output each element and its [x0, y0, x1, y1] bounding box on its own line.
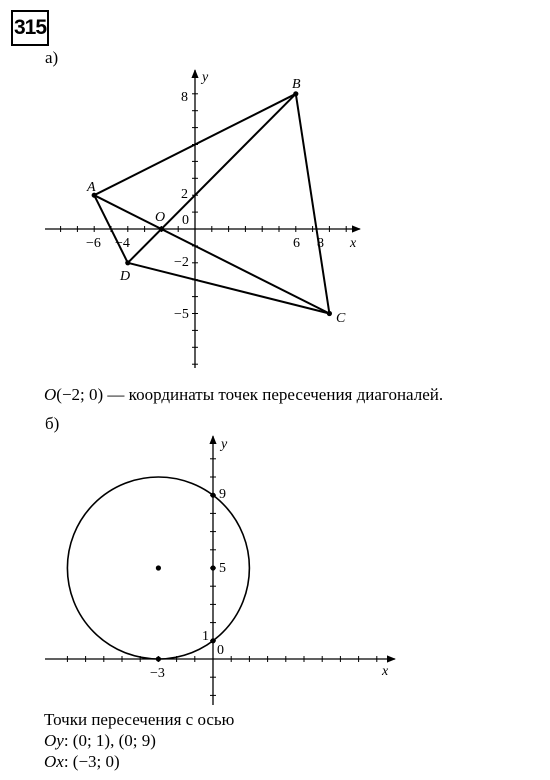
part-b-label: б) — [45, 414, 60, 433]
intersection-title: Точки пересечения с осью — [44, 710, 235, 729]
ox-axis-name: Ox — [44, 752, 64, 771]
part-b-x-axis-label: x — [382, 664, 389, 679]
x-tick-label-8: 8 — [317, 236, 324, 251]
caption-point: O — [44, 385, 57, 404]
point-label-b: B — [292, 77, 301, 92]
y-tick-label-1: 1 — [202, 629, 209, 644]
x-tick-label-neg3: −3 — [150, 666, 165, 681]
marked-point — [210, 493, 215, 498]
y-tick-label-9: 9 — [219, 487, 226, 502]
y-tick-label-neg2: −2 — [174, 255, 189, 270]
part-a-label: а) — [45, 48, 59, 67]
part-b-y-axis-label: y — [221, 437, 228, 452]
y-tick-label-5: 5 — [219, 561, 226, 576]
ox-intersections — [44, 752, 120, 772]
y-tick-label-8: 8 — [181, 90, 188, 105]
oy-intersections — [44, 731, 156, 751]
caption-text: — координаты точек пересечения диагоналей. — [103, 385, 444, 404]
part-b-plot — [45, 436, 395, 705]
point-label-d: D — [120, 269, 131, 284]
part-a-x-axis-label: x — [350, 236, 357, 251]
y-tick-label-neg5: −5 — [174, 307, 189, 322]
marked-point — [210, 565, 215, 570]
point-label-o: O — [155, 210, 166, 225]
oy-points: : (0; 1), (0; 9) — [63, 731, 156, 750]
y-tick-label-2: 2 — [181, 187, 188, 202]
marked-point — [156, 656, 161, 661]
ox-points: : (−3; 0) — [63, 752, 120, 771]
point-label-c: C — [336, 311, 346, 326]
circle-center — [156, 565, 161, 570]
part-a-origin-label: 0 — [182, 213, 189, 228]
oy-axis-name: Oy — [44, 731, 64, 750]
x-tick-label-neg4: −4 — [115, 236, 130, 251]
part-a-y-axis-label: y — [202, 70, 209, 85]
caption-coords: (−2; 0) — [56, 385, 104, 404]
marked-point — [210, 638, 215, 643]
x-tick-label-neg6: −6 — [86, 236, 101, 251]
point-label-a: A — [87, 180, 96, 195]
x-tick-label-6: 6 — [293, 236, 300, 251]
part-b-origin-label: 0 — [217, 643, 224, 658]
problem-number: 315 — [13, 16, 47, 39]
